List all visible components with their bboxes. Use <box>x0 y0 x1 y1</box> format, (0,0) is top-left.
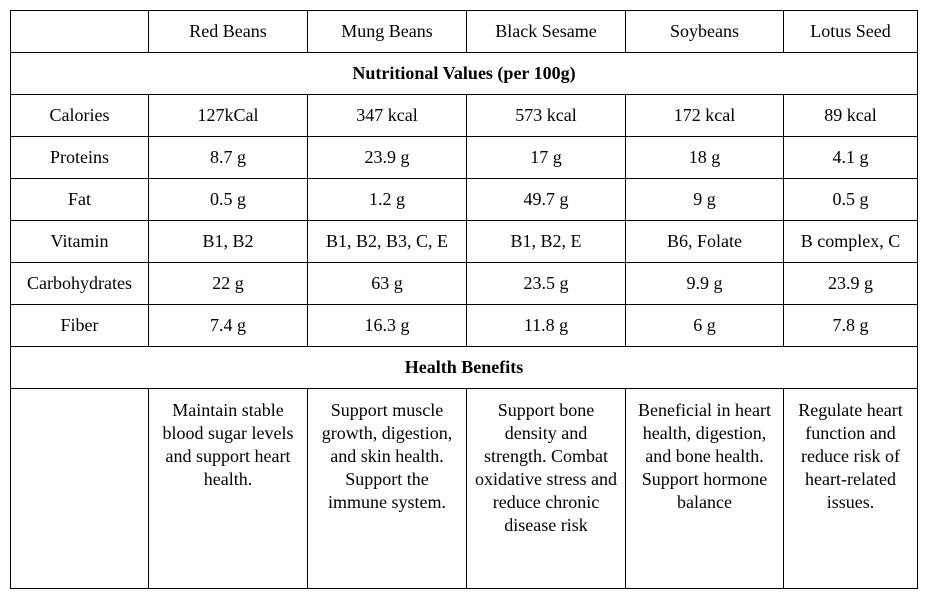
row-label: Fiber <box>11 305 149 347</box>
table-cell: 16.3 g <box>308 305 467 347</box>
table-cell: 0.5 g <box>784 179 918 221</box>
table-cell: 9.9 g <box>626 263 784 305</box>
table-cell: 127kCal <box>149 95 308 137</box>
table-cell: 1.2 g <box>308 179 467 221</box>
table-cell: 63 g <box>308 263 467 305</box>
table-cell: 23.9 g <box>308 137 467 179</box>
table-cell: 347 kcal <box>308 95 467 137</box>
column-header-mung-beans: Mung Beans <box>308 11 467 53</box>
benefit-cell-lotus-seed: Regulate heart function and reduce risk of heart-related issues. <box>784 389 918 589</box>
row-label: Fat <box>11 179 149 221</box>
table-cell: 22 g <box>149 263 308 305</box>
table-cell: 7.4 g <box>149 305 308 347</box>
table-cell: 9 g <box>626 179 784 221</box>
benefit-cell-soybeans: Beneficial in heart health, digestion, and bone health. Support hormone balance <box>626 389 784 589</box>
nutrition-comparison-table <box>10 10 918 589</box>
table-cell: 18 g <box>626 137 784 179</box>
table-cell: 49.7 g <box>467 179 626 221</box>
table-cell: B6, Folate <box>626 221 784 263</box>
table-cell: 23.9 g <box>784 263 918 305</box>
table-row-health-benefits <box>11 389 918 589</box>
table-cell: B1, B2 <box>149 221 308 263</box>
table-cell: 573 kcal <box>467 95 626 137</box>
table-row-fiber <box>11 305 918 347</box>
table-cell: 4.1 g <box>784 137 918 179</box>
section-row-nutrition <box>11 53 918 95</box>
row-label: Vitamin <box>11 221 149 263</box>
row-label: Calories <box>11 95 149 137</box>
table-cell: 11.8 g <box>467 305 626 347</box>
table-cell: 172 kcal <box>626 95 784 137</box>
table-row-fat <box>11 179 918 221</box>
column-header-black-sesame: Black Sesame <box>467 11 626 53</box>
table-cell: 23.5 g <box>467 263 626 305</box>
header-corner-cell <box>11 11 149 53</box>
section-title-benefits: Health Benefits <box>11 347 918 389</box>
table-row-proteins <box>11 137 918 179</box>
table-cell: B1, B2, B3, C, E <box>308 221 467 263</box>
table-row-calories <box>11 95 918 137</box>
table-cell: 0.5 g <box>149 179 308 221</box>
row-label <box>11 389 149 589</box>
row-label: Proteins <box>11 137 149 179</box>
table-cell: 8.7 g <box>149 137 308 179</box>
column-header-lotus-seed: Lotus Seed <box>784 11 918 53</box>
table-cell: B1, B2, E <box>467 221 626 263</box>
table-row-carbohydrates <box>11 263 918 305</box>
table-cell: B complex, C <box>784 221 918 263</box>
table-cell: 6 g <box>626 305 784 347</box>
benefit-cell-red-beans: Maintain stable blood sugar levels and support heart health. <box>149 389 308 589</box>
header-row <box>11 11 918 53</box>
benefit-cell-mung-beans: Support muscle growth, digestion, and skin health. Support the immune system. <box>308 389 467 589</box>
table-cell: 17 g <box>467 137 626 179</box>
section-row-benefits <box>11 347 918 389</box>
column-header-soybeans: Soybeans <box>626 11 784 53</box>
row-label: Carbohydrates <box>11 263 149 305</box>
section-title-nutrition: Nutritional Values (per 100g) <box>11 53 918 95</box>
column-header-red-beans: Red Beans <box>149 11 308 53</box>
table-cell: 89 kcal <box>784 95 918 137</box>
benefit-cell-black-sesame: Support bone density and strength. Combat oxidative stress and reduce chronic disease risk <box>467 389 626 589</box>
table-cell: 7.8 g <box>784 305 918 347</box>
table-row-vitamin <box>11 221 918 263</box>
